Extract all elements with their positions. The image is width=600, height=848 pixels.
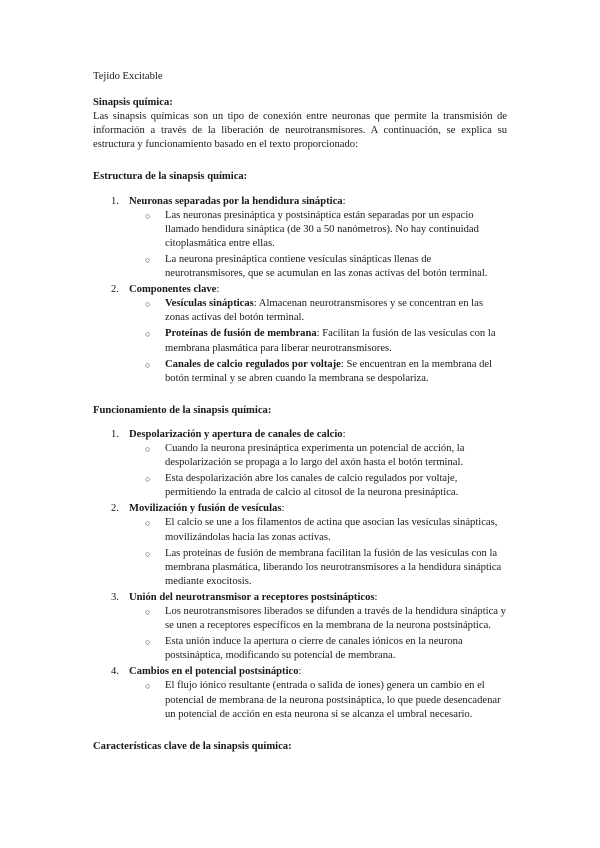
item-heading	[129, 503, 284, 514]
bullet-icon: ○	[145, 607, 151, 617]
list-item	[93, 283, 507, 386]
sub-list	[129, 605, 507, 663]
bullet-icon: ○	[145, 518, 151, 529]
bullet-icon: ○	[145, 681, 151, 692]
funcionamiento-list	[93, 428, 507, 722]
caracteristicas-heading: Características clave de la sinapsis química:	[93, 740, 292, 752]
bullet-icon: ○	[145, 254, 151, 265]
item-suffix: :	[281, 503, 285, 515]
sub-item-text: La neurona presináptica contiene vesículas sinápticas llenas de neurotransmisores, que se acumulan en las zonas activas del botón terminal.	[165, 253, 488, 280]
funcionamiento-heading: Funcionamiento de la sinapsis química:	[93, 404, 272, 416]
sub-list	[129, 209, 507, 281]
sub-item	[145, 209, 507, 251]
document-page	[93, 70, 507, 764]
item-heading	[129, 196, 346, 207]
sub-item	[145, 442, 507, 470]
item-title: Unión del neurotransmisor a receptores postsinápticos	[129, 591, 375, 603]
item-number: 2.	[111, 503, 119, 515]
sub-list	[129, 679, 507, 721]
item-title: Neuronas separadas por la hendidura sináptica	[129, 195, 343, 207]
sub-item-text: : Facilitan la fusión de las vesículas con la membrana plasmática para liberar neurotransmisores.	[165, 328, 496, 354]
sub-item	[145, 253, 507, 281]
sub-item-text: El calcio se une a los filamentos de actina que asocian las vesículas sinápticas, movilizándolas hacia las zonas activas.	[165, 517, 498, 543]
sub-item-text: Esta despolarización abre los canales de calcio regulados por voltaje, permitiendo la entrada de calcio al citosol de la neurona presináptica.	[165, 473, 459, 499]
sub-item-text: Las neuronas presináptica y postsináptica están separadas por un espacio llamado hendidura sináptica (de 30 a 50 nanómetros). No hay continuidad citoplasmática entre ellas.	[165, 209, 479, 249]
bullet-icon: ○	[145, 359, 151, 370]
item-number: 3.	[111, 591, 119, 603]
sub-item	[145, 547, 507, 589]
sub-list	[129, 297, 507, 386]
document-title: Tejido Excitable	[93, 71, 163, 82]
list-item	[93, 428, 507, 500]
sub-item	[145, 679, 507, 721]
item-heading	[129, 429, 346, 440]
item-suffix: :	[298, 666, 302, 678]
item-number: 1.	[111, 428, 119, 440]
list-item	[93, 502, 507, 589]
sub-item-bold: Canales de calcio regulados por voltaje	[165, 358, 341, 370]
sub-item	[145, 635, 507, 663]
bullet-icon: ○	[145, 329, 151, 340]
item-heading	[129, 284, 219, 295]
sub-item-text: Las proteínas de fusión de membrana facilitan la fusión de las vesículas con la membrana plasmática, liberando los neurotransmisores a la hendidura sináptica mediante exocitosis.	[165, 547, 502, 587]
list-item	[93, 665, 507, 721]
sub-item	[145, 297, 507, 325]
sub-item-text: : Almacenan neurotransmisores y se concentran en las zonas activas del botón terminal.	[165, 298, 483, 324]
sub-item	[145, 516, 507, 544]
item-title: Componentes clave	[129, 284, 217, 296]
bullet-icon: ○	[145, 548, 151, 559]
item-title: Cambios en el potencial postsináptico	[129, 666, 299, 678]
item-number: 4.	[111, 666, 119, 678]
sub-item-bold: Vesículas sinápticas	[165, 298, 254, 310]
bullet-icon: ○	[145, 210, 151, 221]
intro-paragraph: Las sinapsis químicas son un tipo de conexión entre neuronas que permite la transmisión de información a través de la liberación de neurotransmisores. A continuación, se explica su estructura y funcionamiento basado en el texto proporcionado:	[93, 111, 507, 151]
estructura-heading: Estructura de la sinapsis química:	[93, 171, 248, 183]
sub-item	[145, 358, 507, 386]
item-heading	[129, 666, 301, 677]
bullet-icon: ○	[145, 474, 151, 485]
sub-list	[129, 516, 507, 588]
item-suffix: :	[216, 284, 220, 296]
item-suffix: :	[374, 591, 378, 603]
sub-item	[145, 472, 507, 500]
bullet-icon: ○	[145, 299, 151, 310]
sub-item-text: El flujo iónico resultante (entrada o salida de iones) genera un cambio en el potencial de membrana de la neurona postsináptica, lo que puede desencadenar un potencial de acción en esta neurona si se alcanza el umbral necesario.	[165, 680, 501, 720]
intro-heading: Sinapsis química:	[93, 97, 173, 109]
sub-list	[129, 442, 507, 500]
bullet-icon: ○	[145, 637, 151, 648]
bullet-icon: ○	[145, 443, 151, 454]
item-heading	[129, 592, 377, 603]
sub-item	[145, 327, 507, 355]
item-number: 2.	[111, 284, 119, 296]
item-title: Despolarización y apertura de canales de calcio	[129, 428, 343, 440]
sub-item-text: Los neurotransmisores liberados se difunden a través de la hendidura sináptica y se unen a receptores específicos en la membrana de la neurona postsináptica.	[165, 606, 506, 632]
sub-item-text: : Se encuentran en la membrana del botón terminal y se abren cuando la membrana se despolariza.	[165, 358, 493, 384]
sub-item	[145, 605, 507, 633]
item-number: 1.	[111, 195, 119, 207]
list-item	[93, 195, 507, 282]
list-item	[93, 591, 507, 663]
sub-item-text: Esta unión induce la apertura o cierre de canales iónicos en la neurona postsináptica, modificando su potencial de membrana.	[165, 636, 463, 662]
sub-item-bold: Proteínas de fusión de membrana	[165, 328, 317, 340]
estructura-list	[93, 195, 507, 386]
item-suffix: :	[342, 195, 346, 207]
sub-item-text: Cuando la neurona presináptica experimenta un potencial de acción, la despolarización se propaga a lo largo del axón hasta el botón terminal.	[165, 442, 465, 469]
item-suffix: :	[342, 428, 346, 440]
item-title: Movilización y fusión de vesículas	[129, 503, 282, 515]
